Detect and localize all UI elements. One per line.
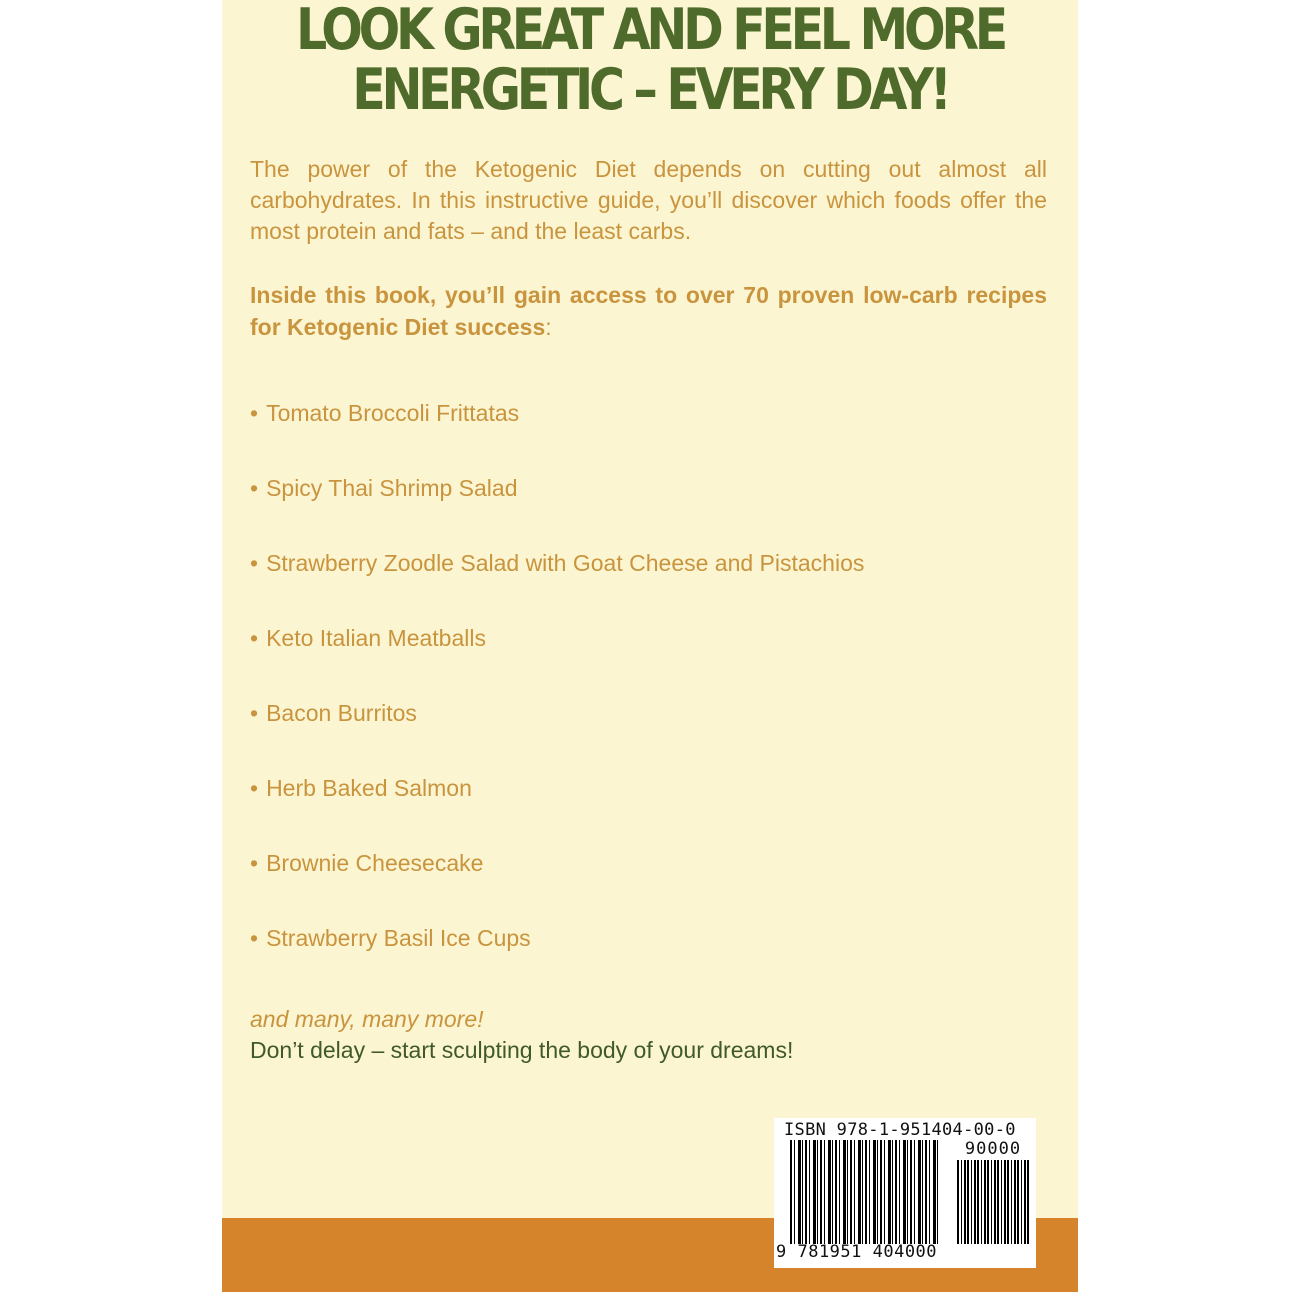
bullet-icon: • [250,400,259,426]
headline [282,0,1018,123]
barcode-bars-icon [790,1140,938,1244]
list-item [250,693,1050,768]
intro-paragraph: The power of the Ketogenic Diet depends on cutting out almost all carbohydrates. In this instructive guide, you’ll discover which foods offer the most protein and fats – and the least carbs. [250,156,1047,244]
list-item [250,843,1050,918]
list-item [250,393,1050,468]
ean-digits: 9 781951 404000 [776,1242,938,1262]
bullet-icon: • [250,925,259,951]
recipe-label: Strawberry Zoodle Salad with Goat Cheese and Pistachios [266,550,865,576]
bullet-icon: • [250,625,259,651]
bullet-icon: • [250,850,259,876]
bullet-icon: • [250,775,259,801]
recipe-list [250,393,1050,993]
list-item [250,543,1050,618]
recipe-label: Tomato Broccoli Frittatas [266,400,520,426]
bullet-icon: • [250,550,259,576]
headline-line-1: LOOK GREAT AND FEEL MORE [296,0,1004,63]
book-back-cover [222,0,1078,1292]
recipe-label: Brownie Cheesecake [266,850,484,876]
list-item [250,468,1050,543]
bullet-icon: • [250,475,259,501]
list-item [250,768,1050,843]
addon-barcode-bars-icon [957,1160,1029,1244]
call-to-action: Don’t delay – start sculpting the body of your dreams! [250,1037,794,1063]
headline-line-2: ENERGETIC – EVERY DAY! [352,57,948,123]
and-more-text: and many, many more! [250,1006,484,1032]
isbn-text: ISBN 978-1-951404-00-0 [784,1120,1016,1140]
list-item [250,618,1050,693]
recipe-label: Bacon Burritos [266,700,417,726]
price-addon-text: 90000 [964,1139,1022,1159]
list-item [250,918,1050,993]
recipe-label: Keto Italian Meatballs [266,625,486,651]
lead-colon: : [545,314,552,340]
lead-paragraph [250,279,1047,343]
recipe-label: Spicy Thai Shrimp Salad [266,475,518,501]
recipe-label: Herb Baked Salmon [266,775,472,801]
lead-text: Inside this book, you’ll gain access to over 70 proven low-carb recipes for Ketogenic Diet success [250,282,1047,340]
isbn-barcode [774,1118,1036,1268]
bullet-icon: • [250,700,259,726]
recipe-label: Strawberry Basil Ice Cups [266,925,531,951]
